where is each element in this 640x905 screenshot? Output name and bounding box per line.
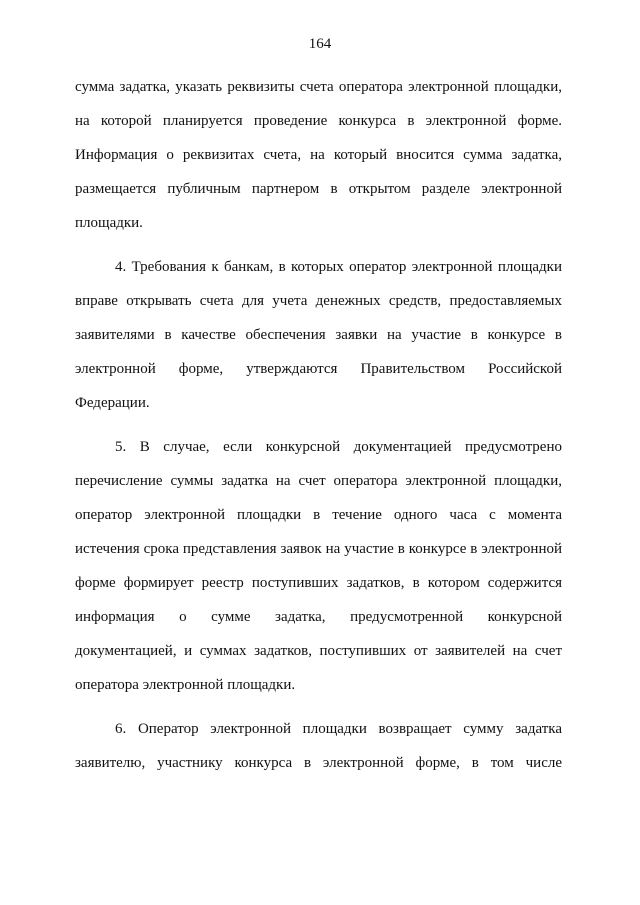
paragraph-5: 5. В случае, если конкурсной документацией предусмотрено перечисление суммы задатка на счет оператора электронной площадки, оператор электронной площадки в течение одного часа с момента истечения срока представления заявок на участие в конкурсе в электронной форме формирует реестр поступивших задатков, в котором содержится информация о сумме задатка, предусмотренной конкурсной документацией, и суммах задатков, поступивших от заявителей на счет оператора электронной площадки. [75,439,562,693]
document-body [75,70,562,790]
page-number: 164 [308,36,332,52]
paragraph-4: 4. Требования к банкам, в которых оператор электронной площадки вправе открывать счета для учета денежных средств, предоставляемых заявителями в качестве обеспечения заявки на участие в конкурсе в электронной форме, утверждаются Правительством Российской Федерации. [75,259,562,411]
paragraph-continuation: сумма задатка, указать реквизиты счета оператора электронной площадки, на которой планируется проведение конкурса в электронной форме. Информация о реквизитах счета, на который вносится сумма задатка, размещается публичным партнером в открытом разделе электронной площадки. [75,79,562,231]
paragraph-6: 6. Оператор электронной площадки возвращает сумму задатка заявителю, участнику конкурса в электронной форме, в том числе [75,721,562,771]
